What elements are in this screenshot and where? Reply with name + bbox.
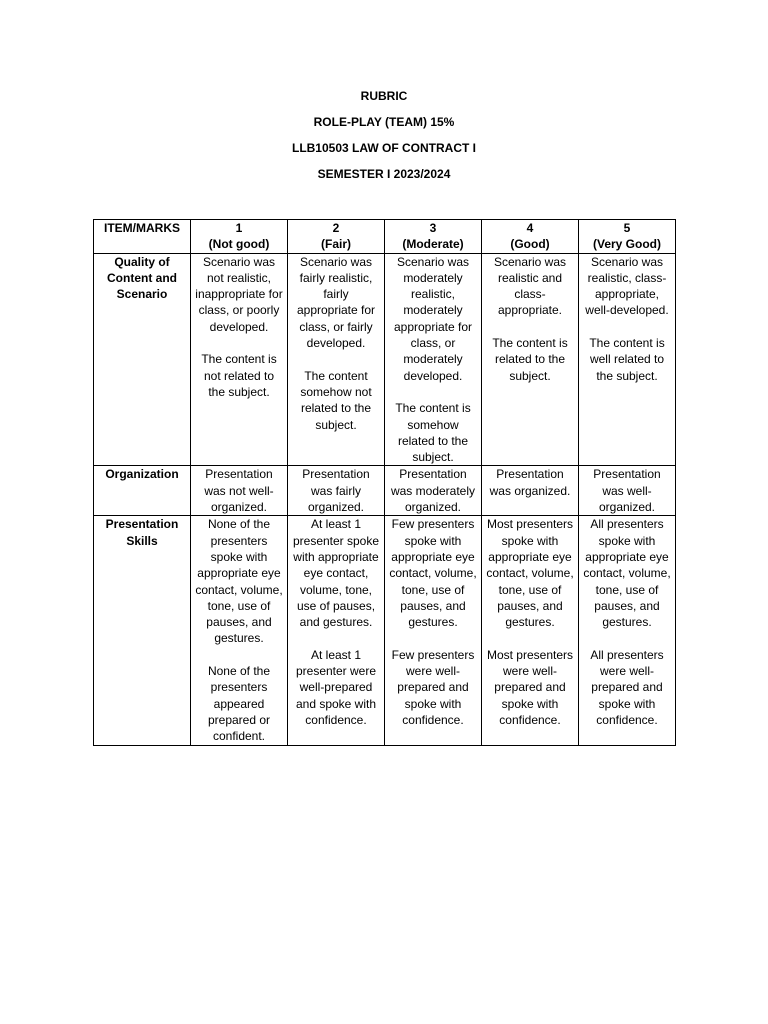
cell-text: The content somehow not related to the subject. bbox=[300, 368, 372, 432]
cell-text: Presentation was not well-organized. bbox=[204, 467, 274, 515]
rubric-cell bbox=[579, 516, 676, 745]
mark-number: 4 bbox=[526, 221, 534, 235]
rubric-cell bbox=[482, 253, 579, 466]
mark-header-4 bbox=[482, 220, 579, 254]
cell-text: Presentation was fairly organized. bbox=[302, 467, 370, 515]
cell-text: Scenario was not realistic, inappropriate for class, or poorly developed. bbox=[195, 254, 283, 334]
mark-number: 3 bbox=[429, 221, 437, 235]
mark-label: (Good) bbox=[510, 237, 550, 252]
rubric-table bbox=[93, 219, 676, 746]
cell-text: Presentation was organized. bbox=[489, 467, 571, 498]
cell-text: None of the presenters appeared prepared or confident. bbox=[207, 664, 271, 744]
cell-text: The content is somehow related to the subject. bbox=[395, 401, 471, 465]
course-title: LLB10503 LAW OF CONTRACT I bbox=[291, 141, 476, 155]
document-title: RUBRIC bbox=[360, 89, 408, 103]
mark-label: (Very Good) bbox=[592, 237, 661, 252]
rubric-cell bbox=[191, 253, 288, 466]
rubric-cell bbox=[191, 516, 288, 745]
table-row bbox=[94, 466, 676, 516]
cell-text: At least 1 presenter were well-prepared and spoke with confidence. bbox=[295, 647, 377, 727]
document-subtitle: ROLE-PLAY (TEAM) 15% bbox=[313, 115, 455, 129]
mark-number: 1 bbox=[235, 221, 243, 235]
mark-header-2 bbox=[288, 220, 385, 254]
cell-text: Few presenters were well-prepared and spoke with confidence. bbox=[391, 647, 475, 727]
rubric-cell bbox=[385, 253, 482, 466]
mark-header-3 bbox=[385, 220, 482, 254]
cell-text: Presentation was moderately organized. bbox=[390, 467, 476, 515]
mark-number: 2 bbox=[332, 221, 340, 235]
cell-text: The content is not related to the subject. bbox=[201, 352, 277, 399]
document-header bbox=[0, 86, 768, 190]
rubric-cell bbox=[385, 516, 482, 745]
row-item-label: Organization bbox=[94, 466, 191, 516]
mark-header-5 bbox=[579, 220, 676, 254]
semester-label: SEMESTER I 2023/2024 bbox=[317, 167, 451, 181]
rubric-cell bbox=[482, 516, 579, 745]
cell-text: Few presenters spoke with appropriate eye contact, volume, tone, use of pauses, and gestures. bbox=[389, 517, 477, 630]
rubric-cell bbox=[288, 466, 385, 516]
cell-text: The content is related to the subject. bbox=[492, 336, 568, 383]
row-item-label: Quality of Content and Scenario bbox=[94, 253, 191, 466]
cell-text: At least 1 presenter spoke with appropriate eye contact, volume, tone, use of pauses, and gestures. bbox=[292, 517, 380, 630]
mark-label: (Not good) bbox=[208, 237, 270, 252]
cell-text: Scenario was realistic, class-appropriate, well-developed. bbox=[585, 254, 669, 318]
row-item-label: Presentation Skills bbox=[94, 516, 191, 745]
cell-text: Most presenters were well-prepared and spoke with confidence. bbox=[486, 647, 574, 727]
rubric-cell bbox=[288, 516, 385, 745]
rubric-cell bbox=[191, 466, 288, 516]
cell-text: Most presenters spoke with appropriate eye contact, volume, tone, use of pauses, and gestures. bbox=[486, 517, 574, 630]
cell-text: All presenters were well-prepared and spoke with confidence. bbox=[590, 647, 664, 727]
cell-text: Scenario was fairly realistic, fairly appropriate for class, or fairly developed. bbox=[296, 254, 376, 351]
rubric-header-row bbox=[94, 220, 676, 254]
rubric-cell bbox=[579, 253, 676, 466]
cell-text: Scenario was moderately realistic, moderately appropriate for class, or moderately developed. bbox=[393, 254, 473, 383]
rubric-cell bbox=[385, 466, 482, 516]
mark-label: (Fair) bbox=[321, 237, 351, 252]
rubric-cell bbox=[579, 466, 676, 516]
cell-text: All presenters spoke with appropriate eye contact, volume, tone, use of pauses, and gestures. bbox=[583, 517, 671, 630]
mark-number: 5 bbox=[623, 221, 631, 235]
cell-text: The content is well related to the subject. bbox=[589, 336, 665, 383]
cell-text: None of the presenters spoke with appropriate eye contact, volume, tone, use of pauses, and gestures. bbox=[195, 517, 283, 646]
rubric-cell bbox=[482, 466, 579, 516]
mark-header-1 bbox=[191, 220, 288, 254]
cell-text: Presentation was well-organized. bbox=[593, 467, 661, 515]
rubric-cell bbox=[288, 253, 385, 466]
mark-label: (Moderate) bbox=[402, 237, 464, 252]
table-row bbox=[94, 516, 676, 745]
table-row bbox=[94, 253, 676, 466]
cell-text: Scenario was realistic and class-appropriate. bbox=[493, 254, 567, 318]
corner-header: ITEM/MARKS bbox=[94, 220, 191, 254]
